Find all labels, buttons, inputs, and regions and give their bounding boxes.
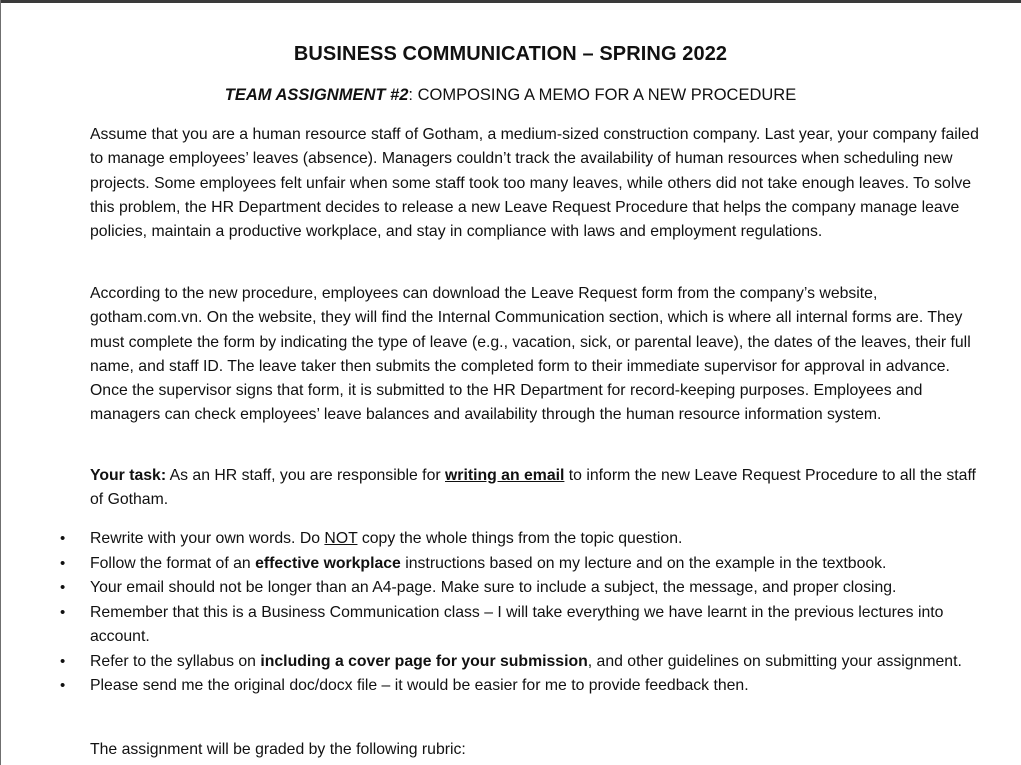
list-item — [56, 576, 986, 601]
bullet-icon: • — [60, 579, 66, 596]
task-text-post: to inform the new Leave Request Procedure to all the staff of Gotham. — [90, 467, 976, 509]
task-text-pre: As an HR staff, you are responsible for — [166, 467, 446, 484]
list-item — [56, 674, 986, 699]
scenario-paragraph: Assume that you are a human resource staff of Gotham, a medium-sized construction company. Last year, your company failed to manage employees’ leaves (absence). Managers couldn’t track the availability of human resources when scheduling new projects. Some employees felt unfair when some staff took too many leaves, while others did not take enough leaves. To solve this problem, the HR Department decides to release a new Leave Request Procedure that helps the company manage leave policies, maintain a productive workplace, and stay in compliance with laws and employment regulations. — [90, 126, 979, 241]
task-paragraph — [90, 464, 980, 513]
task-highlight: writing an email — [445, 467, 565, 484]
list-item — [56, 527, 986, 552]
procedure-paragraph: According to the new procedure, employees can download the Leave Request form from the company’s website, gotham.com.vn. On the website, they will find the Internal Communication section, which is where all internal forms are. They must complete the form by indicating the type of leave (e.g., vacation, sick, or parental leave), the dates of the leaves, their full name, and staff ID. The leave taker then submits the completed form to their immediate supervisor for approval in advance. Once the supervisor signs that form, it is submitted to the HR Department for record-keeping purposes. Employees and managers can check employees’ leave balances and availability through the human resource information system. — [90, 285, 971, 424]
document-title: BUSINESS COMMUNICATION – SPRING 2022 — [293, 43, 728, 65]
list-item-emphasis: NOT — [324, 530, 358, 547]
list-item-text: Refer to the syllabus on — [90, 652, 261, 670]
list-item-emphasis: effective workplace — [255, 554, 401, 572]
bullet-icon: • — [60, 603, 66, 621]
list-item-text: Rewrite with your own words. Do — [90, 530, 325, 547]
list-item — [56, 650, 986, 675]
list-item-text: Your email should not be longer than an A4-page. Make sure to include a subject, the message, and proper closing. — [90, 579, 897, 596]
instruction-list — [56, 527, 986, 699]
list-item-text: Please send me the original doc/docx file – it would be easier for me to provide feedback then. — [90, 677, 749, 694]
document-subtitle — [0, 86, 1021, 105]
list-item — [56, 552, 986, 577]
bullet-icon: • — [60, 677, 66, 694]
bullet-icon: • — [60, 554, 66, 572]
rubric-intro: The assignment will be graded by the following rubric: — [90, 741, 466, 758]
task-label: Your task: — [90, 467, 167, 484]
subtitle-text: : COMPOSING A MEMO FOR A NEW PROCEDURE — [408, 86, 797, 104]
list-item — [56, 601, 986, 650]
subtitle-assignment-label: TEAM ASSIGNMENT #2 — [224, 86, 409, 104]
list-item-emphasis: including a cover page for your submission — [260, 652, 588, 670]
list-item-text: , and other guidelines on submitting your assignment. — [587, 652, 962, 670]
list-item-text: Follow the format of an — [90, 554, 256, 572]
list-item-text: Remember that this is a Business Communication class – I will take everything we have learnt in the previous lectures into account. — [90, 603, 944, 645]
list-item-text: instructions based on my lecture and on the example in the textbook. — [400, 554, 887, 572]
bullet-icon: • — [60, 652, 66, 670]
bullet-icon: • — [60, 530, 66, 547]
list-item-text: copy the whole things from the topic question. — [357, 530, 683, 547]
